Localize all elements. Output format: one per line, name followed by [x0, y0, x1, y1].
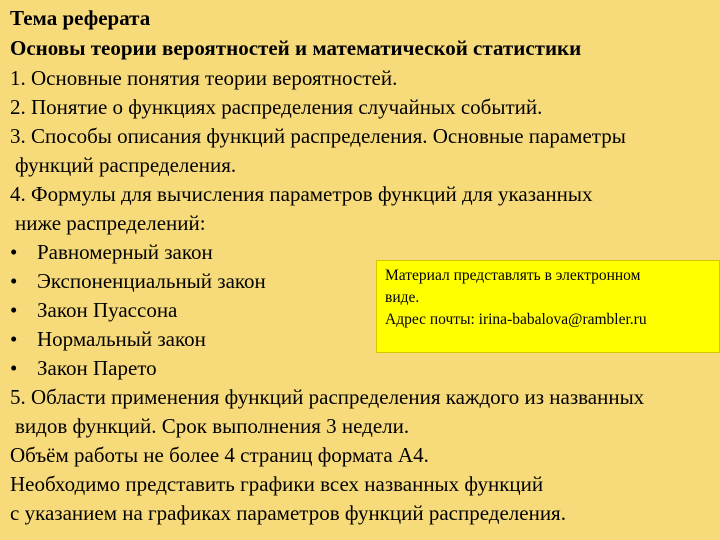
item-3-line-1: 3. Способы описания функций распределения. Основные параметры: [10, 124, 626, 148]
bullet-text: Экспоненциальный закон: [37, 269, 266, 293]
bullet-dot: •: [10, 298, 18, 322]
note-email-line: Адрес почты: irina-babalova@rambler.ru: [385, 311, 647, 328]
note-line-1: Материал представлять в электронном: [385, 267, 641, 284]
bullet-dot: •: [10, 269, 18, 293]
bullet-text: Равномерный закон: [37, 240, 213, 264]
bullet-dot: •: [10, 327, 18, 351]
item-2: 2. Понятие о функциях распределения случайных событий.: [10, 95, 543, 119]
bullet-dot: •: [10, 356, 18, 380]
volume-text: Объём работы не более 4 страниц формата А4.: [10, 443, 429, 467]
submission-note: [376, 260, 720, 353]
bullet-dot: •: [10, 240, 18, 264]
bullet-text: Закон Пуассона: [37, 298, 178, 322]
item-5-line-2: видов функций. Срок выполнения 3 недели.: [15, 414, 410, 438]
topic-subject: Основы теории вероятностей и математической статистики: [10, 36, 582, 60]
graphs-line-2: с указанием на графиках параметров функций распределения.: [10, 501, 566, 525]
note-line-2: виде.: [385, 289, 420, 306]
item-3-line-2: функций распределения.: [15, 153, 237, 177]
bullet-uniform: [10, 238, 213, 267]
bullet-text: Нормальный закон: [37, 327, 206, 351]
bullet-pareto: [10, 354, 157, 383]
item-4-line-2: ниже распределений:: [15, 211, 206, 235]
bullet-text: Закон Парето: [37, 356, 157, 380]
topic-heading: Тема реферата: [10, 6, 151, 30]
bullet-normal: [10, 325, 206, 354]
bullet-poisson: [10, 296, 177, 325]
bullet-exponential: [10, 267, 266, 296]
item-5-line-1: 5. Области применения функций распределения каждого из названных: [10, 385, 645, 409]
item-1: 1. Основные понятия теории вероятностей.: [10, 66, 398, 90]
graphs-line-1: Необходимо представить графики всех названных функций: [10, 472, 544, 496]
item-4-line-1: 4. Формулы для вычисления параметров функций для указанных: [10, 182, 593, 206]
